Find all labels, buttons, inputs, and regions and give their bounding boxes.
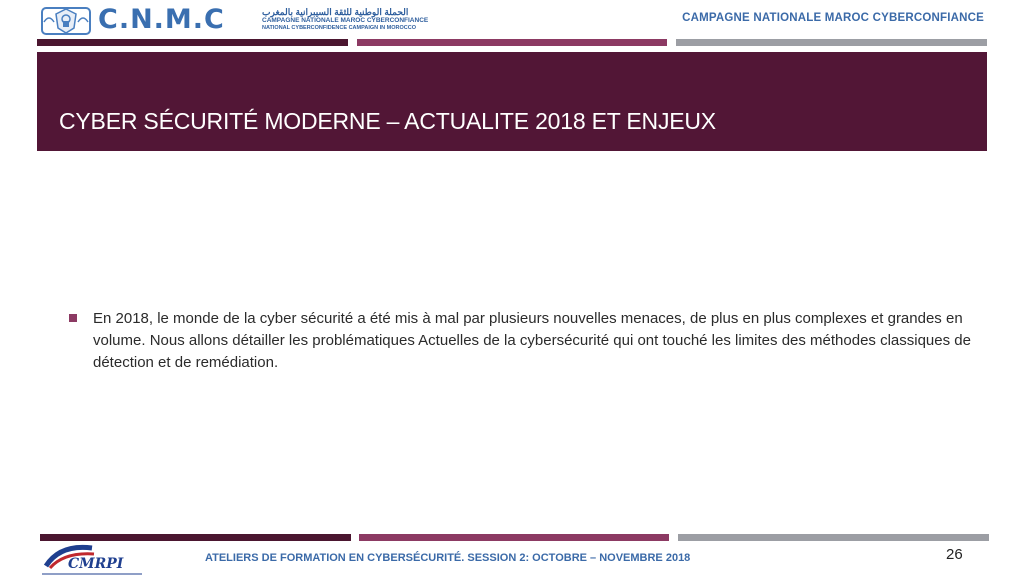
page-number: 26	[946, 546, 963, 563]
top-divider-dark	[37, 39, 348, 46]
title-band	[37, 52, 987, 151]
slide-title: CYBER SÉCURITÉ MODERNE – ACTUALITE 2018 ET ENJEUX	[59, 108, 716, 134]
logo-wordmark: C.N.M.C	[98, 4, 225, 35]
top-divider-grey	[676, 39, 987, 46]
footer-session-text: ATELIERS DE FORMATION EN CYBERSÉCURITÉ. SESSION 2: OCTOBRE – NOVEMBRE 2018	[205, 552, 691, 564]
cmrpi-logo	[40, 540, 144, 576]
shield-emblem-icon	[40, 4, 92, 36]
top-divider-mid	[357, 39, 667, 46]
bullet-text: En 2018, le monde de la cyber sécurité a été mis à mal par plusieurs nouvelles menaces, de plus en plus complexes et grandes en volume. Nous allons détailler les problématiques Actuelles de la cybersécurité qui ont touché les limites des méthodes classiques de détection et de remédiation.	[93, 310, 971, 371]
campaign-title: CAMPAGNE NATIONALE MAROC CYBERCONFIANCE	[682, 12, 984, 24]
bottom-divider-grey	[678, 534, 989, 541]
square-bullet-icon	[69, 314, 77, 322]
cnmc-logo	[40, 4, 450, 36]
cmrpi-wordmark: CMRPI	[68, 556, 124, 572]
logo-tagline	[262, 7, 452, 32]
bullet-item	[67, 308, 972, 374]
logo-arabic-line: الحملة الوطنية للثقة السيبرانية بالمغرب	[262, 7, 409, 17]
slide-content	[67, 308, 972, 374]
logo-english-line: NATIONAL CYBERCONFIDENCE CAMPAIGN IN MOROCCO	[262, 25, 416, 31]
bottom-divider-mid	[359, 534, 669, 541]
logo-french-line: CAMPAGNE NATIONALE MAROC CYBERCONFIANCE	[262, 17, 429, 24]
